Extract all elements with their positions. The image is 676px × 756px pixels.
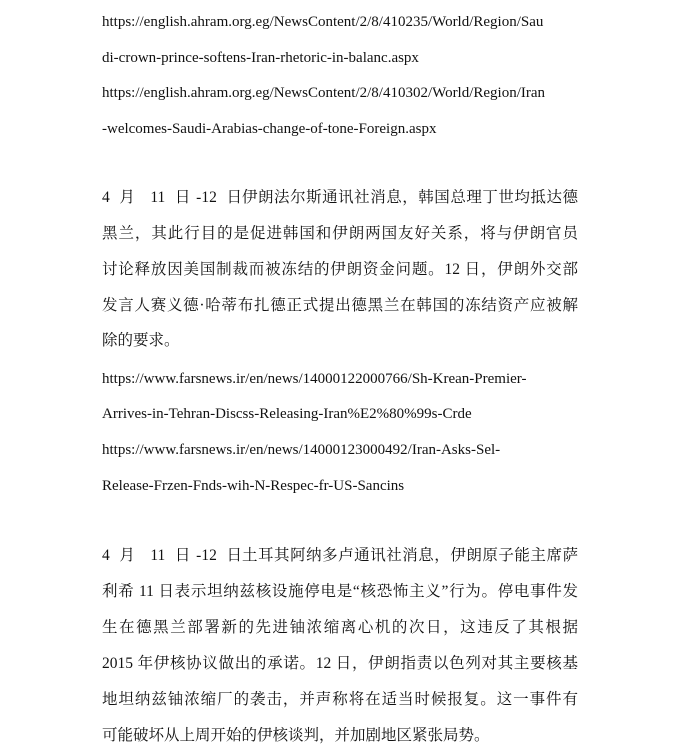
source-link[interactable]: di-crown-prince-softens-Iran-rhetoric-in-balanc.aspx bbox=[102, 50, 419, 66]
entry-1-line: 发言人赛义德·哈蒂布扎德正式提出德黑兰在韩国的冻结资产应被解 bbox=[102, 297, 578, 314]
source-link[interactable]: https://www.farsnews.ir/en/news/14000122000766/Sh-Krean-Premier- bbox=[102, 371, 527, 387]
source-link[interactable]: Arrives-in-Tehran-Discss-Releasing-Iran%E2%80%99s-Crde bbox=[102, 406, 472, 422]
source-link[interactable]: https://english.ahram.org.eg/NewsContent/2/8/410302/World/Region/Iran bbox=[102, 85, 546, 101]
entry-date: 4 月 11 日-12 日 bbox=[102, 547, 242, 564]
entry-2-line: 地坦纳兹铀浓缩厂的袭击，并声称将在适当时候报复。这一事件有 bbox=[102, 691, 578, 708]
entry-2-line bbox=[102, 546, 578, 566]
entry-1-line bbox=[102, 188, 578, 208]
entry-2-line: 生在德黑兰部署新的先进铀浓缩离心机的次日，这违反了其根据 bbox=[102, 619, 578, 636]
entry-2-line: 利希 11 日表示坦纳兹核设施停电是“核恐怖主义”行为。停电事件发 bbox=[102, 583, 578, 600]
entry-2-line: 可能破坏从上周开始的伊核谈判，并加剧地区紧张局势。 bbox=[102, 727, 490, 744]
entry-text: 土耳其阿纳多卢通讯社消息，伊朗原子能主席萨 bbox=[242, 547, 578, 564]
entry-1-line: 除的要求。 bbox=[102, 332, 180, 349]
entry-text: 伊朗法尔斯通讯社消息，韩国总理丁世均抵达德 bbox=[242, 189, 578, 206]
entry-2-line: 2015 年伊核协议做出的承诺。12 日，伊朗指责以色列对其主要核基 bbox=[102, 655, 578, 672]
source-link[interactable]: https://english.ahram.org.eg/NewsContent/2/8/410235/World/Region/Sau bbox=[102, 14, 544, 30]
entry-1-line: 黑兰，其此行目的是促进韩国和伊朗两国友好关系，将与伊朗官员 bbox=[102, 225, 578, 242]
entry-date: 4 月 11 日-12 日 bbox=[102, 189, 242, 206]
entry-1-line: 讨论释放因美国制裁而被冻结的伊朗资金问题。12 日，伊朗外交部 bbox=[102, 261, 578, 278]
source-link[interactable]: Release-Frzen-Fnds-wih-N-Respec-fr-US-Sancins bbox=[102, 478, 405, 494]
source-link[interactable]: https://www.farsnews.ir/en/news/14000123000492/Iran-Asks-Sel- bbox=[102, 442, 501, 458]
source-link[interactable]: -welcomes-Saudi-Arabias-change-of-tone-Foreign.aspx bbox=[102, 121, 437, 137]
